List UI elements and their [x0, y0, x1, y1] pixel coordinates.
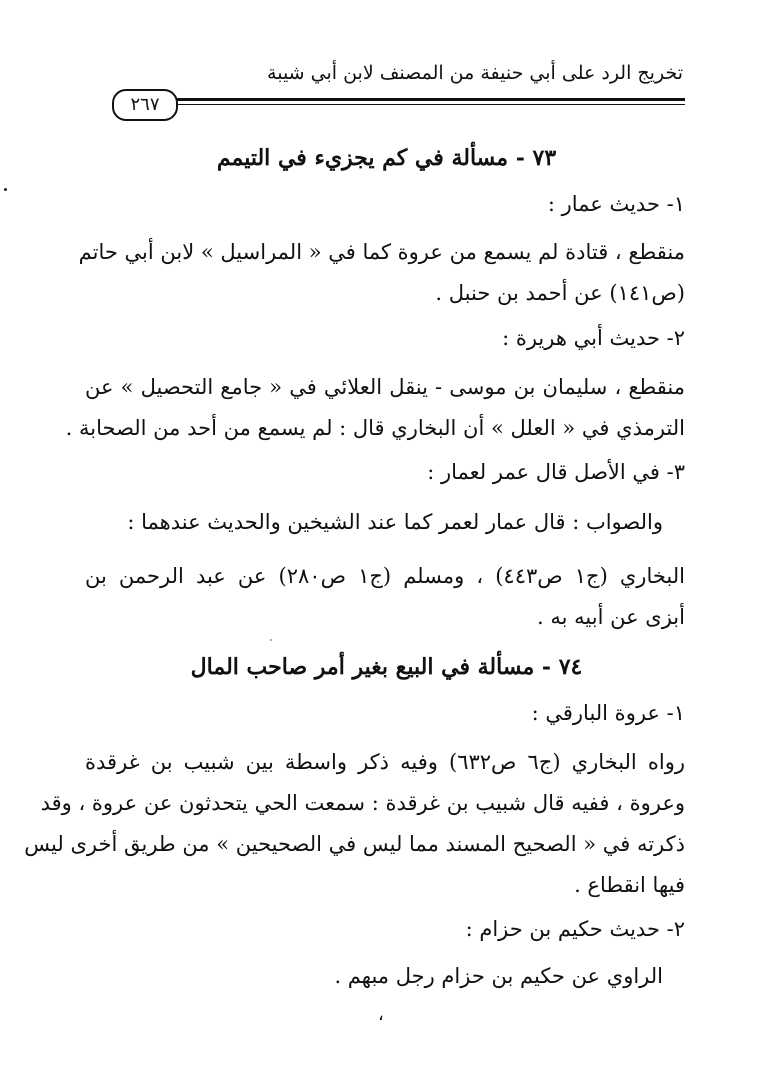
item-heading: ٣- في الأصل قال عمر لعمار : — [427, 460, 685, 484]
running-title: تخريج الرد على أبي حنيفة من المصنف لابن أبي شيبة — [267, 62, 683, 84]
paragraph-line: وعروة ، ففيه قال شبيب بن غرقدة : سمعت الحي يتحدثون عن عروة ، وقد — [40, 791, 685, 815]
item-heading: ١- عروة البارقي : — [531, 701, 685, 725]
footer-mark: ، — [378, 1004, 384, 1025]
page-number: ٢٦٧ — [112, 89, 178, 121]
margin-dot — [4, 188, 7, 191]
paragraph-line: البخاري (ج١ ص٤٤٣) ، ومسلم (ج١ ص٢٨٠) عن عبد الرحمن بن — [85, 564, 685, 588]
item-heading: ٢- حديث أبي هريرة : — [502, 326, 685, 350]
paragraph-line: منقطع ، قتادة لم يسمع من عروة كما في « المراسيل » لابن أبي حاتم — [78, 240, 685, 264]
paragraph-line: رواه البخاري (ج٦ ص٦٣٢) وفيه ذكر واسطة بين شبيب بن غرقدة — [85, 750, 685, 774]
section-heading-74: ٧٤ - مسألة في البيع بغير أمر صاحب المال — [190, 654, 583, 680]
item-heading: ١- حديث عمار : — [547, 192, 685, 216]
header-rule-thin — [170, 104, 685, 105]
paragraph-line: والصواب : قال عمار لعمر كما عند الشيخين والحديث عندهما : — [127, 510, 663, 534]
scan-speck — [270, 639, 272, 641]
paragraph-line: فيها انقطاع . — [574, 873, 685, 897]
paragraph-line: (ص١٤١) عن أحمد بن حنبل . — [435, 281, 685, 305]
item-heading: ٢- حديث حكيم بن حزام : — [465, 917, 685, 941]
section-heading-73: ٧٣ - مسألة في كم يجزيء في التيمم — [216, 145, 557, 171]
paragraph-line: أبزى عن أبيه به . — [537, 605, 685, 629]
paragraph-line: منقطع ، سليمان بن موسى - ينقل العلائي في « جامع التحصيل » عن — [85, 375, 685, 399]
paragraph-line: الراوي عن حكيم بن حزام رجل مبهم . — [334, 964, 663, 988]
paragraph-line: ذكرته في « الصحيح المسند مما ليس في الصحيحين » من طريق أخرى ليس — [24, 832, 685, 856]
header-rule-thick — [170, 98, 685, 101]
paragraph-line: الترمذي في « العلل » أن البخاري قال : لم يسمع من أحد من الصحابة . — [65, 416, 685, 440]
